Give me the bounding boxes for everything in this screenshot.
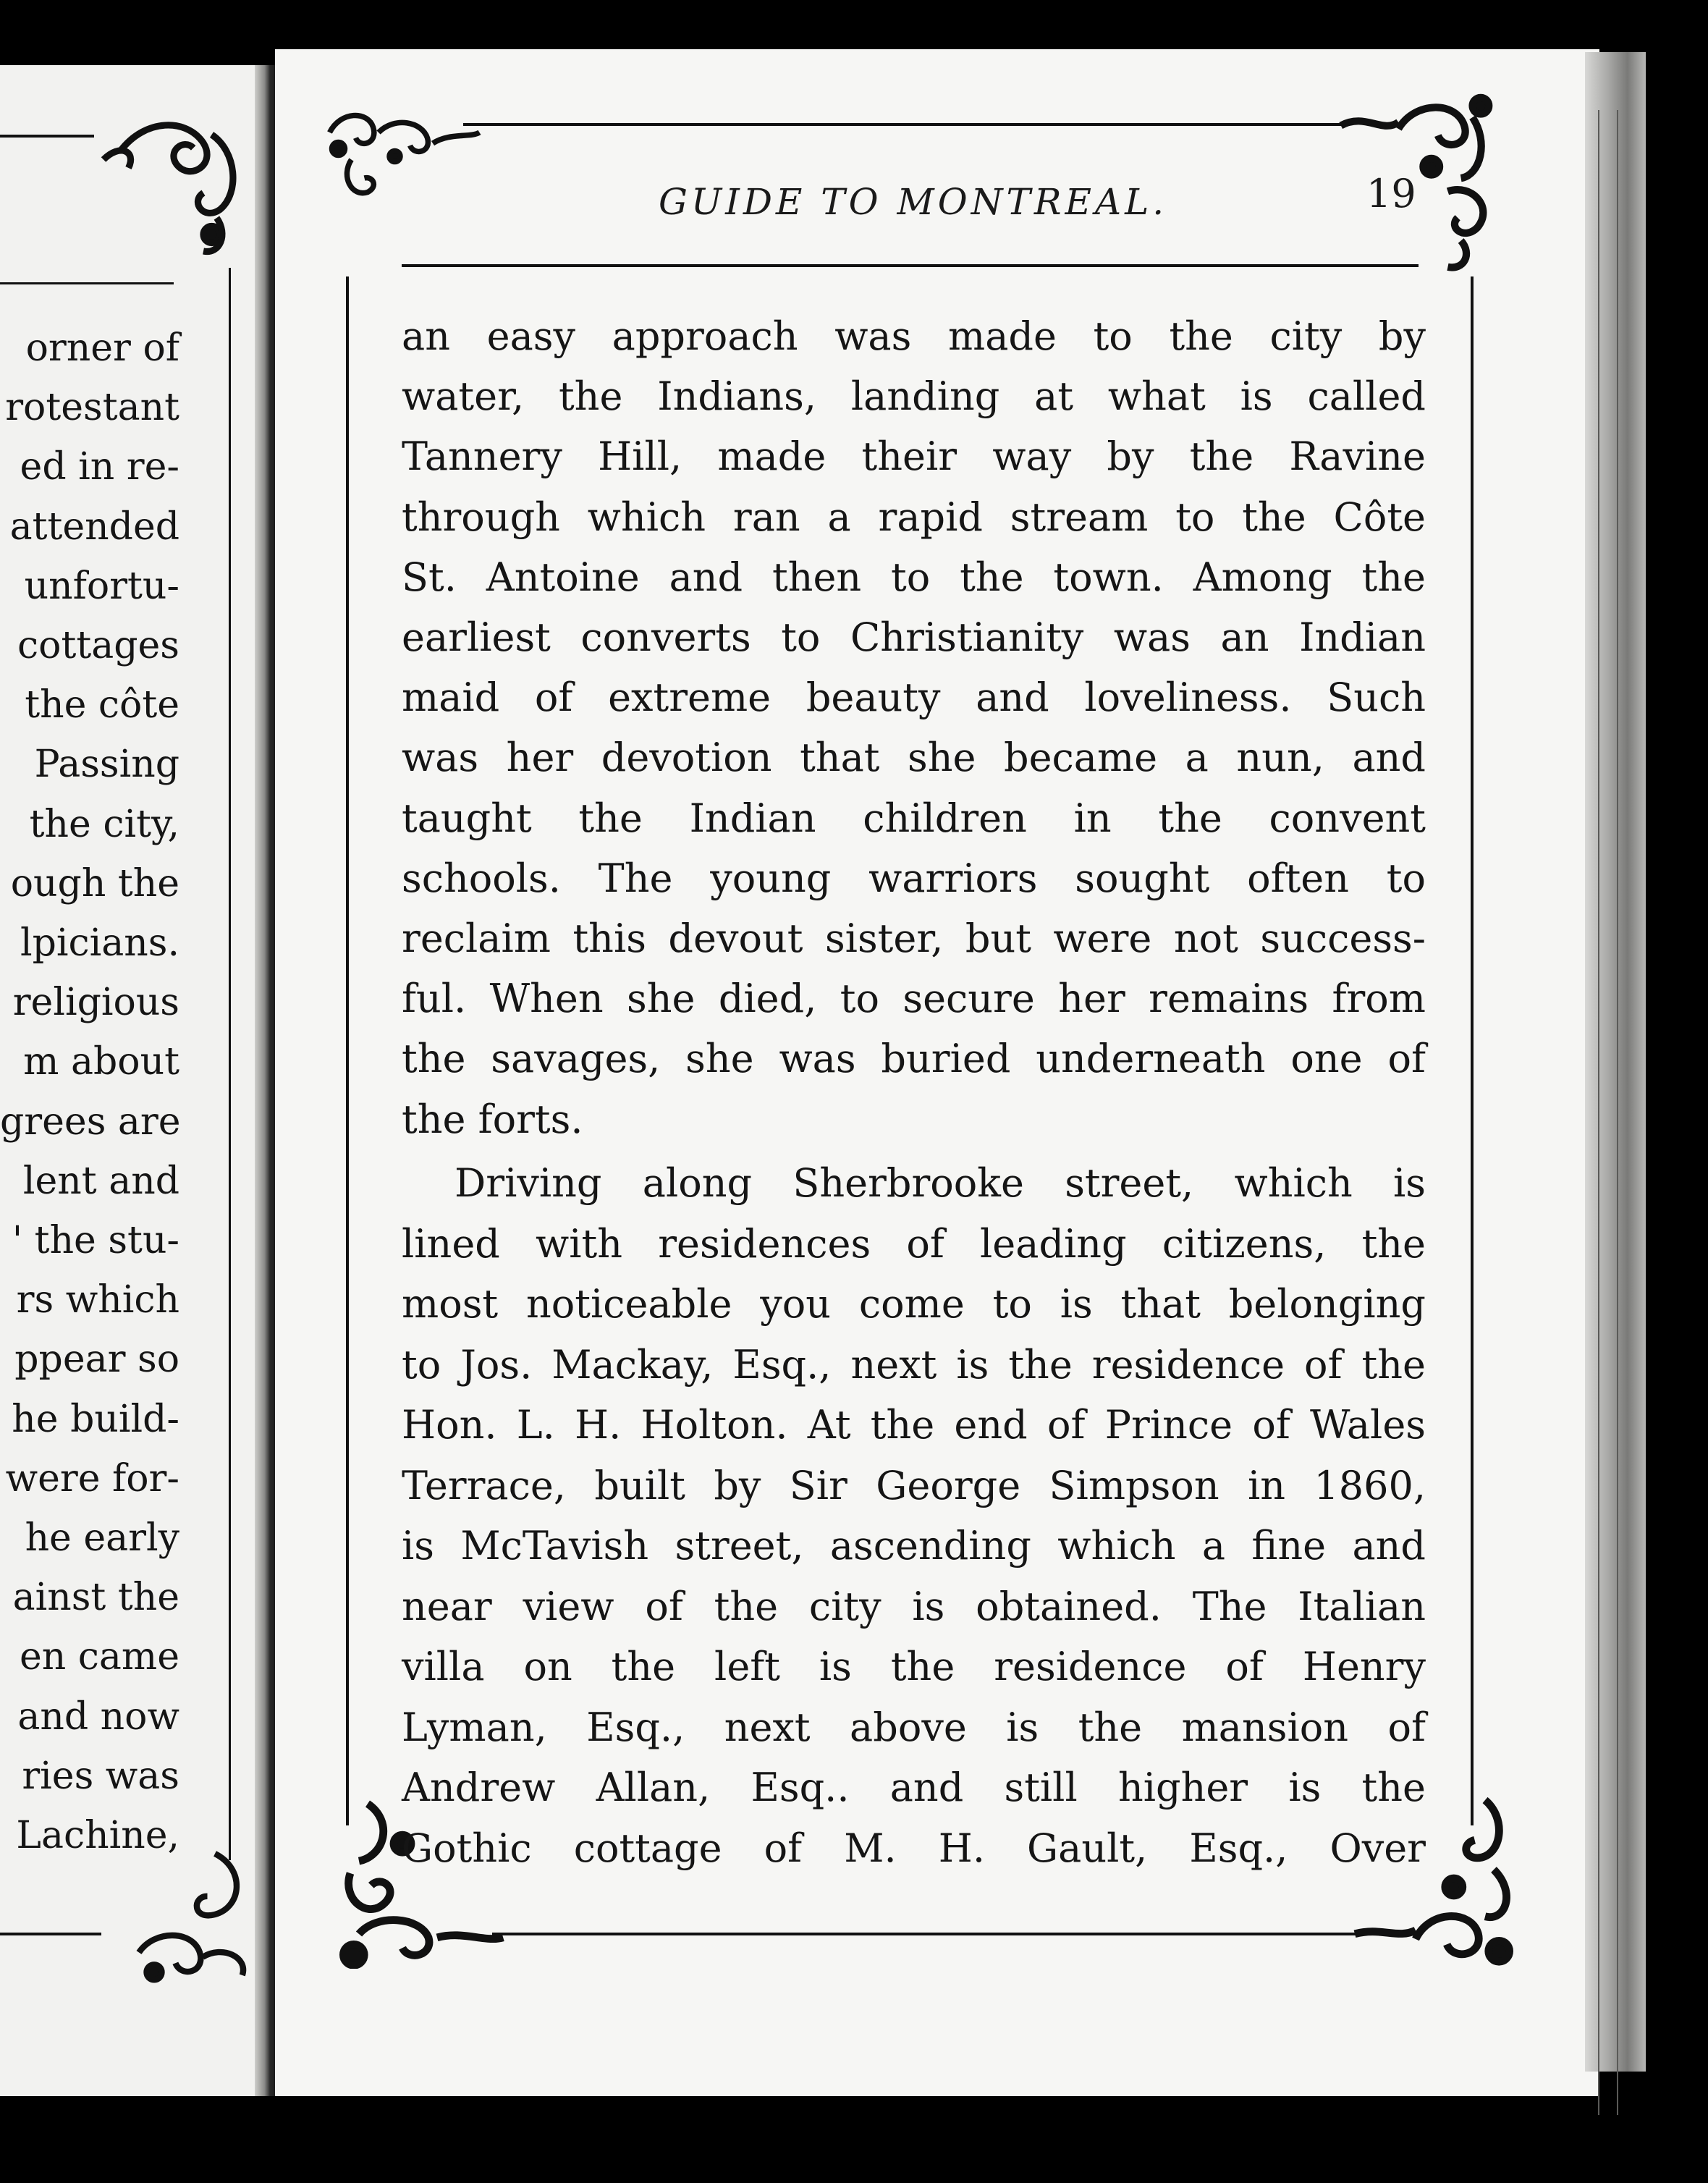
left-page-text-line: the côte bbox=[25, 683, 179, 727]
text-line: taught the Indian children in the convent bbox=[402, 795, 1426, 841]
left-page-text-line: ough the bbox=[10, 861, 179, 905]
text-line: Driving along Sherbrooke street, which is bbox=[455, 1160, 1426, 1206]
scroll-ornament-icon bbox=[87, 101, 253, 268]
text-line: most noticeable you come to is that belonging bbox=[402, 1281, 1426, 1327]
left-page-text-line: ppear so bbox=[14, 1338, 179, 1382]
left-page-text-line: he build- bbox=[12, 1397, 179, 1441]
left-page-text-line: ries was bbox=[22, 1754, 179, 1798]
scroll-ornament-bottom-right-icon bbox=[1346, 1788, 1520, 1969]
left-page-text-line: attended bbox=[9, 504, 179, 549]
header-rule bbox=[402, 264, 1419, 267]
left-page-text-line: ainst the bbox=[12, 1576, 179, 1620]
running-head: GUIDE TO MONTREAL. bbox=[659, 181, 1168, 223]
text-line: Gothic cottage of M. H. Gault, Esq., Over bbox=[402, 1825, 1426, 1871]
left-page-bottom-rule bbox=[0, 1933, 101, 1935]
top-border-rule bbox=[463, 123, 1350, 126]
left-page-text-line: lent and bbox=[22, 1159, 179, 1203]
edge-line bbox=[1598, 110, 1599, 2115]
left-page-text-line: the city, bbox=[29, 802, 179, 846]
left-page-text-line: en came bbox=[20, 1635, 179, 1679]
scroll-ornament-bottom-left-icon bbox=[333, 1795, 507, 1969]
page-number: 19 bbox=[1366, 171, 1416, 216]
left-border-rule bbox=[346, 276, 349, 1825]
text-line: is McTavish street, ascending which a fine and bbox=[402, 1523, 1426, 1568]
left-page-text-line: and now bbox=[17, 1694, 179, 1739]
text-line: lined with residences of leading citizens, the bbox=[402, 1220, 1426, 1267]
text-line: was her devotion that she became a nun, and bbox=[402, 735, 1426, 781]
scroll-ornament-icon bbox=[109, 1831, 261, 1998]
text-line: maid of extreme beauty and loveliness. Such bbox=[402, 675, 1426, 721]
left-page-text-line: m about bbox=[23, 1040, 179, 1084]
left-page-text-line: orner of bbox=[25, 326, 179, 370]
left-page-text-line: grees are bbox=[0, 1099, 181, 1144]
left-page-header-rule bbox=[0, 282, 174, 284]
left-page-text-line: religious bbox=[12, 981, 179, 1025]
text-line: schools. The young warriors sought often to bbox=[402, 855, 1426, 901]
right-border-rule bbox=[1471, 276, 1474, 1825]
left-page-text-line: he early bbox=[25, 1516, 179, 1560]
book-gutter bbox=[255, 65, 276, 2096]
text-line: Tannery Hill, made their way by the Ravine bbox=[402, 434, 1426, 480]
text-line: Hon. L. H. Holton. At the end of Prince of Wales bbox=[402, 1402, 1426, 1448]
text-line: through which ran a rapid stream to the Côte bbox=[402, 494, 1426, 540]
left-page-text-line: were for- bbox=[5, 1456, 179, 1500]
left-page-text-line: cottages bbox=[17, 624, 179, 667]
text-line: earliest converts to Christianity was an Indian bbox=[402, 615, 1426, 660]
text-line: Terrace, built by Sir George Simpson in 1860, bbox=[402, 1462, 1426, 1508]
left-page-text-line: ed in re- bbox=[20, 445, 179, 489]
text-line: near view of the city is obtained. The Italian bbox=[402, 1583, 1426, 1629]
left-page-text-line: rotestant bbox=[5, 386, 179, 430]
scroll-ornament-top-left-icon bbox=[317, 100, 483, 208]
left-page-border bbox=[229, 268, 231, 1860]
text-line: villa on the left is the residence of Henry bbox=[402, 1644, 1426, 1689]
left-page-text-line: Passing bbox=[34, 743, 179, 787]
text-line: to Jos. Mackay, Esq., next is the residence of the bbox=[402, 1341, 1426, 1388]
text-line: the savages, she was buried underneath one of bbox=[402, 1036, 1426, 1082]
left-page-text-line: Lachine, bbox=[16, 1814, 179, 1857]
text-line: water, the Indians, landing at what is called bbox=[402, 373, 1426, 420]
page-edge-stack bbox=[1585, 52, 1646, 2072]
text-line: St. Antoine and then to the town. Among the bbox=[402, 554, 1426, 600]
text-line: Lyman, Esq., next above is the mansion of bbox=[402, 1704, 1426, 1750]
text-line: an easy approach was made to the city by bbox=[402, 313, 1426, 359]
text-line: the forts. bbox=[402, 1096, 583, 1142]
left-page-text-line: unfortu- bbox=[24, 564, 179, 608]
left-page-top-rule bbox=[0, 135, 94, 138]
previous-page bbox=[0, 65, 274, 2096]
left-page-text-line: ' the stu- bbox=[12, 1219, 179, 1262]
text-line: reclaim this devout sister, but were not success- bbox=[402, 916, 1426, 961]
left-page-text-line: rs which bbox=[16, 1278, 179, 1322]
bottom-border-rule bbox=[492, 1933, 1361, 1935]
left-page-text-line: lpicians. bbox=[20, 921, 179, 965]
text-line: ful. When she died, to secure her remains from bbox=[402, 976, 1426, 1022]
text-line: Andrew Allan, Esq.. and still higher is the bbox=[402, 1765, 1426, 1810]
edge-line bbox=[1617, 110, 1618, 2115]
